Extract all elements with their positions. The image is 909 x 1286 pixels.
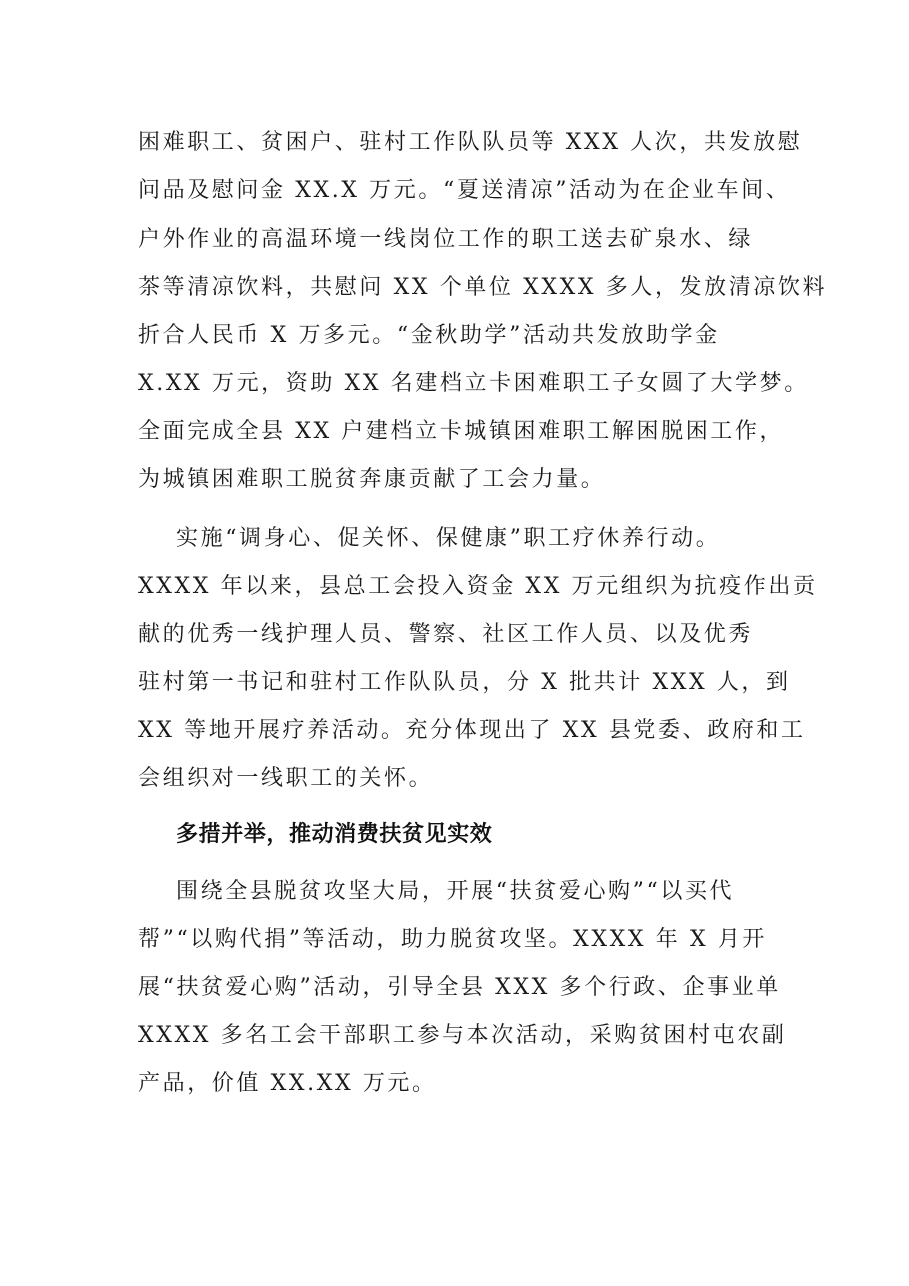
text-line: 会组织对一线职工的关怀。 [138,766,434,791]
text-line: 展“扶贫爱心购”活动，引导全县 XXX 多个行政、企事业单 [138,975,781,1000]
text-line: XX 等地开展疗养活动。充分体现出了 XX 县党委、政府和工 [138,718,806,743]
section-heading: 多措并举，推动消费扶贫见实效 [176,822,493,847]
text-line: 为城镇困难职工脱贫奔康贡献了工会力量。 [138,467,606,492]
text-line: 户外作业的高温环境一线岗位工作的职工送去矿泉水、绿 [138,227,754,252]
text-line: 实施“调身心、促关怀、保健康”职工疗休养行动。 [176,526,721,551]
text-line: 困难职工、贫困户、驻村工作队队员等 XXX 人次，共发放慰 [138,130,803,155]
text-line: X.XX 万元，资助 XX 名建档立卡困难职工子女圆了大学梦。 [138,371,809,396]
text-line: 折合人民币 X 万多元。“金秋助学”活动共发放助学金 [138,323,720,348]
text-line: 围绕全县脱贫攻坚大局，开展“扶贫爱心购”“以买代 [176,879,735,904]
text-line: 驻村第一书记和驻村工作队队员，分 X 批共计 XXX 人，到 [138,670,791,695]
text-line: 产品，价值 XX.XX 万元。 [138,1071,437,1096]
text-line: 茶等清凉饮料，共慰问 XX 个单位 XXXX 多人，发放清凉饮料 [138,275,828,300]
text-line: 全面完成全县 XX 户建档立卡城镇困难职工解困脱困工作， [138,419,785,444]
text-line: 献的优秀一线护理人员、警察、社区工作人员、以及优秀 [138,622,754,647]
text-line: 帮”“以购代捐”等活动，助力脱贫攻坚。XXXX 年 X 月开 [138,927,768,952]
text-line: XXXX 年以来，县总工会投入资金 XX 万元组织为抗疫作出贡 [138,574,818,599]
text-line: 问品及慰问金 XX.X 万元。“夏送清凉”活动为在企业车间、 [138,178,791,203]
text-line: XXXX 多名工会干部职工参与本次活动，采购贫困村屯农副 [138,1023,787,1048]
